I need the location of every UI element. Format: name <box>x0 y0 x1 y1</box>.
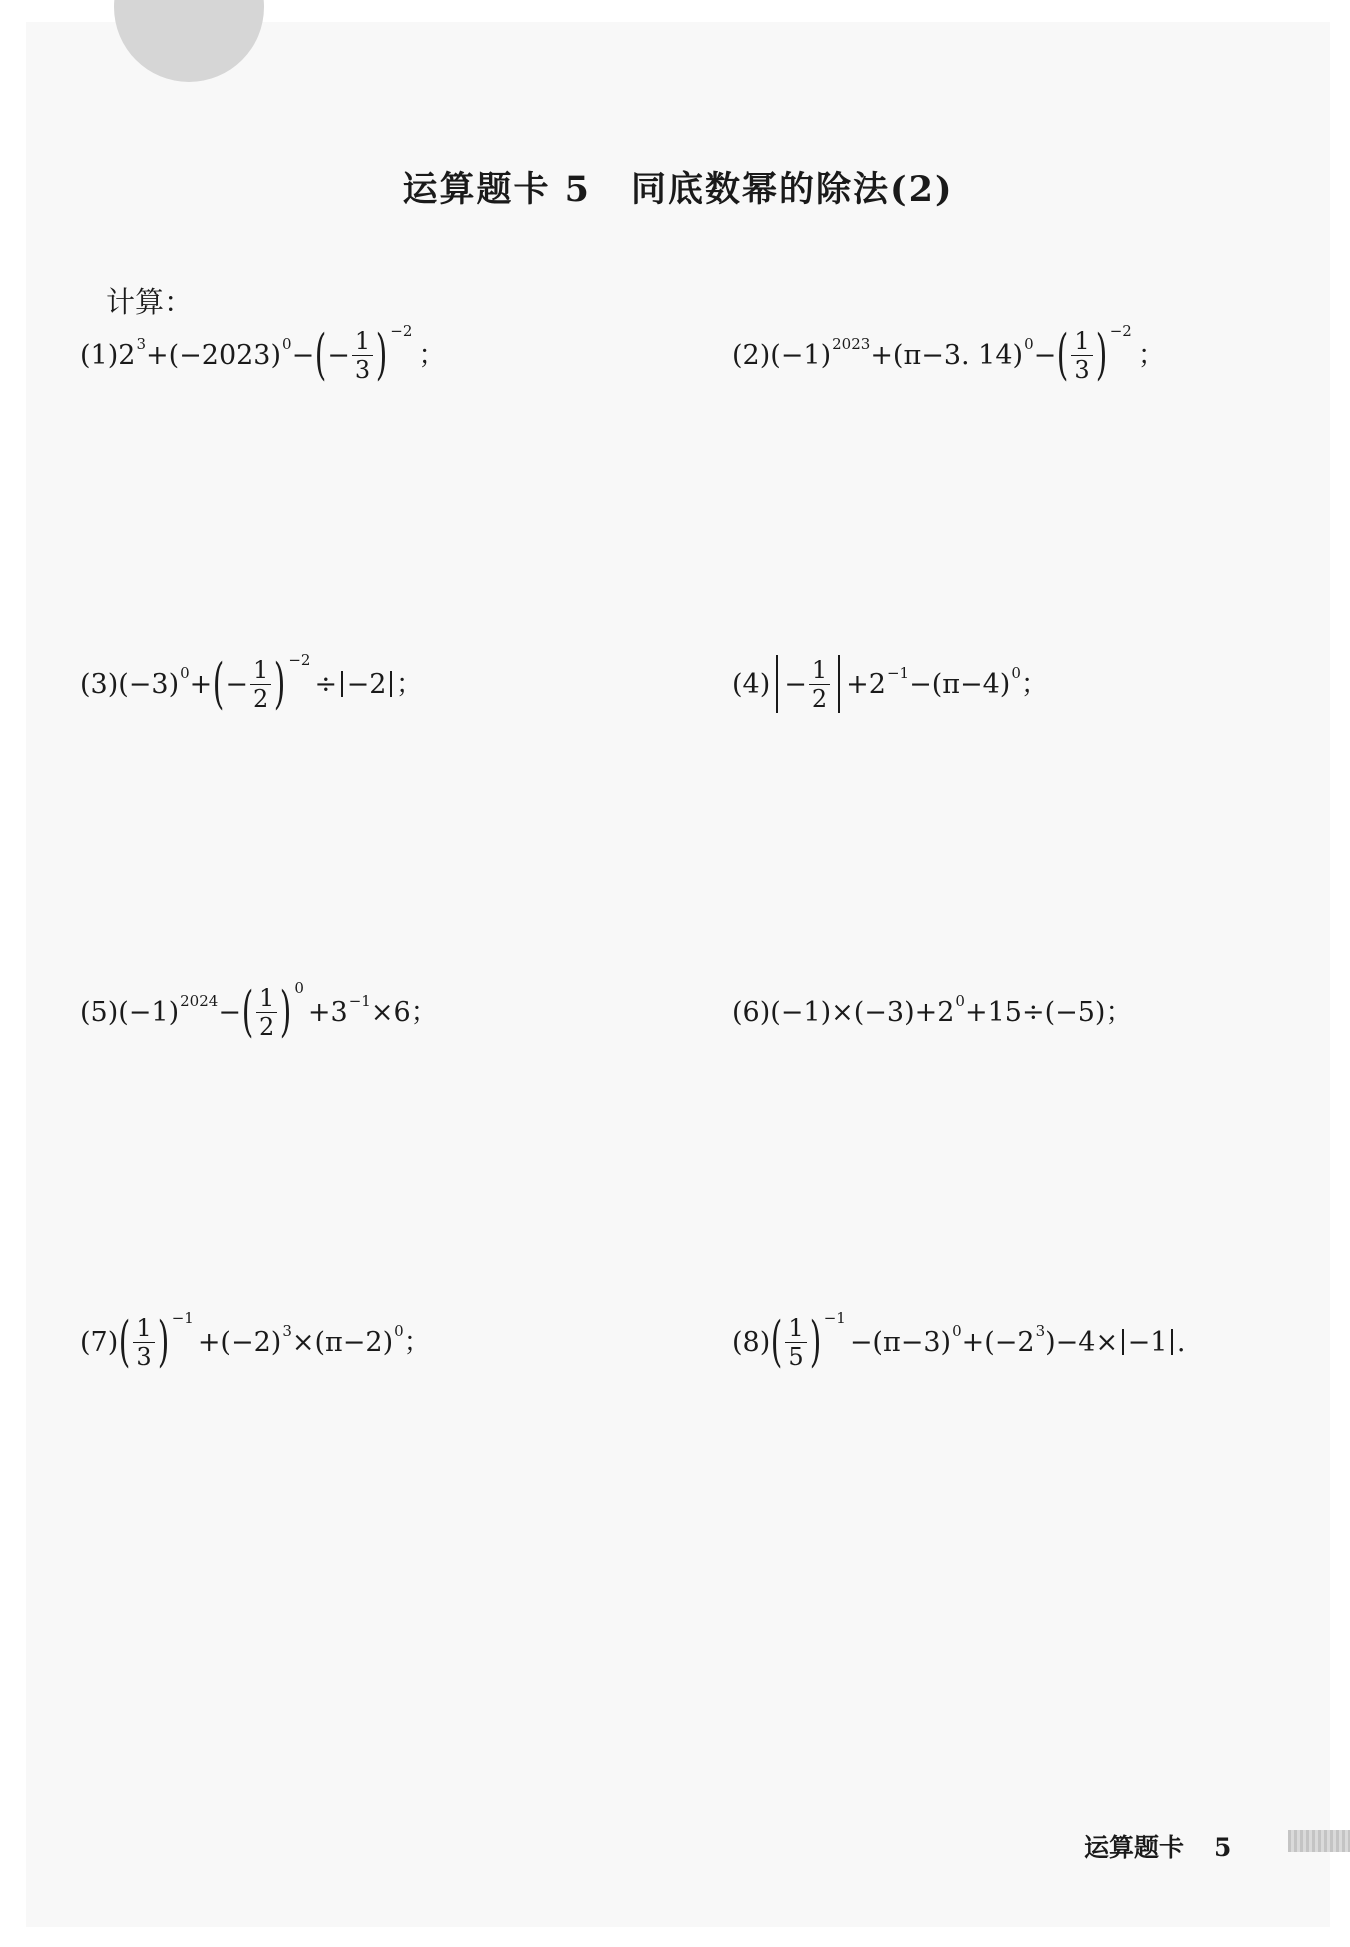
term: + <box>189 668 213 700</box>
exponent: 0 <box>282 334 292 353</box>
numerator: 1 <box>352 329 373 356</box>
fraction <box>785 1313 806 1371</box>
right-paren: ) <box>280 980 292 1043</box>
exponent: −1 <box>171 1308 194 1327</box>
left-paren: ( <box>241 980 254 1043</box>
problem-label: (8) <box>732 1326 771 1358</box>
footer-label: 运算题卡 <box>1084 1833 1185 1862</box>
abs-content: −1 <box>1127 1326 1168 1358</box>
term: +15÷(−5) <box>964 996 1106 1028</box>
term: +(π−3. 14) <box>870 339 1024 371</box>
problem-label: (7) <box>80 1326 119 1358</box>
problem-3 <box>80 644 423 724</box>
punctuation: ； <box>410 996 438 1028</box>
problem-4 <box>732 644 1048 724</box>
exponent: −2 <box>288 650 311 669</box>
instruction: 计算： <box>106 285 194 319</box>
term: (−1) <box>118 996 180 1028</box>
abs-bar <box>776 655 778 713</box>
numerator: 1 <box>250 658 271 685</box>
fraction <box>133 1313 154 1371</box>
exponent: 2023 <box>832 334 871 353</box>
numerator: 1 <box>1071 329 1092 356</box>
page-title <box>26 162 1330 212</box>
problem-6 <box>732 972 1132 1052</box>
right-paren: ) <box>157 1310 169 1373</box>
exponent: 0 <box>180 663 190 682</box>
exponent: 0 <box>294 978 304 997</box>
term: − <box>1033 339 1057 371</box>
right-paren: ) <box>1095 323 1107 386</box>
exponent: 3 <box>136 334 146 353</box>
right-paren: ) <box>809 1310 821 1373</box>
exponent: −2 <box>1109 321 1132 340</box>
problem-2 <box>732 315 1165 395</box>
right-paren: ) <box>375 323 388 386</box>
denominator: 2 <box>253 684 269 713</box>
problem-label: (3) <box>80 668 119 700</box>
abs-bar <box>341 671 343 697</box>
problem-label: (6) <box>732 996 771 1028</box>
term: +(−2) <box>197 1326 282 1358</box>
punctuation: ； <box>1137 339 1165 371</box>
left-paren: ( <box>770 1310 783 1373</box>
exponent: 0 <box>955 991 965 1010</box>
minus-sign: − <box>784 668 807 700</box>
page-footer <box>1084 1828 1231 1864</box>
left-paren: ( <box>1056 323 1069 386</box>
problem-label: (4) <box>732 668 771 700</box>
title-prefix: 运算题卡 5 <box>402 169 592 210</box>
problem-1 <box>80 315 445 395</box>
term: ÷ <box>314 668 338 700</box>
term: ×6 <box>370 996 411 1028</box>
page-number: 5 <box>1214 1833 1232 1862</box>
problem-8 <box>732 1302 1186 1382</box>
term: (−1) <box>770 339 832 371</box>
denominator: 2 <box>259 1012 275 1041</box>
abs-content: −2 <box>346 668 387 700</box>
punctuation: . <box>1176 1326 1186 1358</box>
term: )−4× <box>1045 1326 1119 1358</box>
fraction <box>1071 326 1092 384</box>
punctuation: ； <box>1020 668 1048 700</box>
worksheet-page <box>26 22 1330 1927</box>
term: − <box>291 339 315 371</box>
exponent: −1 <box>348 991 371 1010</box>
term: (−1)×(−3)+2 <box>770 996 955 1028</box>
abs-bar <box>390 671 392 697</box>
exponent: 3 <box>282 1321 292 1340</box>
abs-bar <box>1171 1329 1173 1355</box>
fraction <box>250 655 271 713</box>
problem-7 <box>80 1302 431 1382</box>
punctuation: ； <box>395 668 423 700</box>
abs-bar <box>838 655 840 713</box>
minus-sign: − <box>327 339 350 371</box>
denominator: 3 <box>354 355 371 384</box>
problem-label: (5) <box>80 996 119 1028</box>
problem-5 <box>80 972 438 1052</box>
numerator: 1 <box>785 1316 806 1343</box>
numerator: 1 <box>133 1316 154 1343</box>
minus-sign: − <box>225 668 248 700</box>
fraction <box>809 655 830 713</box>
term: ×(π−2) <box>291 1326 394 1358</box>
exponent: −1 <box>823 1308 846 1327</box>
term: −(π−3) <box>849 1326 952 1358</box>
problem-label: (2) <box>732 339 771 371</box>
term: +2 <box>846 668 886 700</box>
footer-decoration-bar <box>1288 1830 1350 1852</box>
term: +(−2 <box>961 1326 1035 1358</box>
term: − <box>218 996 241 1028</box>
abs-bar <box>1122 1329 1124 1355</box>
punctuation: ； <box>418 339 446 371</box>
left-paren: ( <box>314 323 327 386</box>
exponent: −1 <box>886 663 910 682</box>
exponent: 0 <box>1024 334 1034 353</box>
denominator: 3 <box>1074 355 1090 384</box>
exponent: 0 <box>394 1321 404 1340</box>
fraction <box>256 983 277 1041</box>
term: −(π−4) <box>909 668 1011 700</box>
exponent: 0 <box>1011 663 1021 682</box>
term: +(−2023) <box>145 339 282 371</box>
denominator: 2 <box>811 684 828 713</box>
term: +3 <box>307 996 348 1028</box>
numerator: 1 <box>809 658 830 685</box>
punctuation: ； <box>1105 996 1133 1028</box>
title-main: 同底数幂的除法(2) <box>631 169 954 210</box>
exponent: −2 <box>390 321 413 340</box>
numerator: 1 <box>256 986 277 1013</box>
denominator: 5 <box>788 1342 804 1371</box>
right-paren: ) <box>274 652 286 715</box>
fraction <box>352 326 373 384</box>
exponent: 2024 <box>180 991 219 1010</box>
punctuation: ； <box>403 1326 431 1358</box>
problem-label: (1) <box>80 339 119 371</box>
denominator: 3 <box>136 1342 152 1371</box>
exponent: 3 <box>1035 1321 1046 1340</box>
left-paren: ( <box>213 652 225 715</box>
term: (−3) <box>118 668 180 700</box>
term: 2 <box>118 339 136 371</box>
left-paren: ( <box>118 1310 131 1373</box>
corner-decoration <box>114 0 264 82</box>
exponent: 0 <box>952 1321 962 1340</box>
